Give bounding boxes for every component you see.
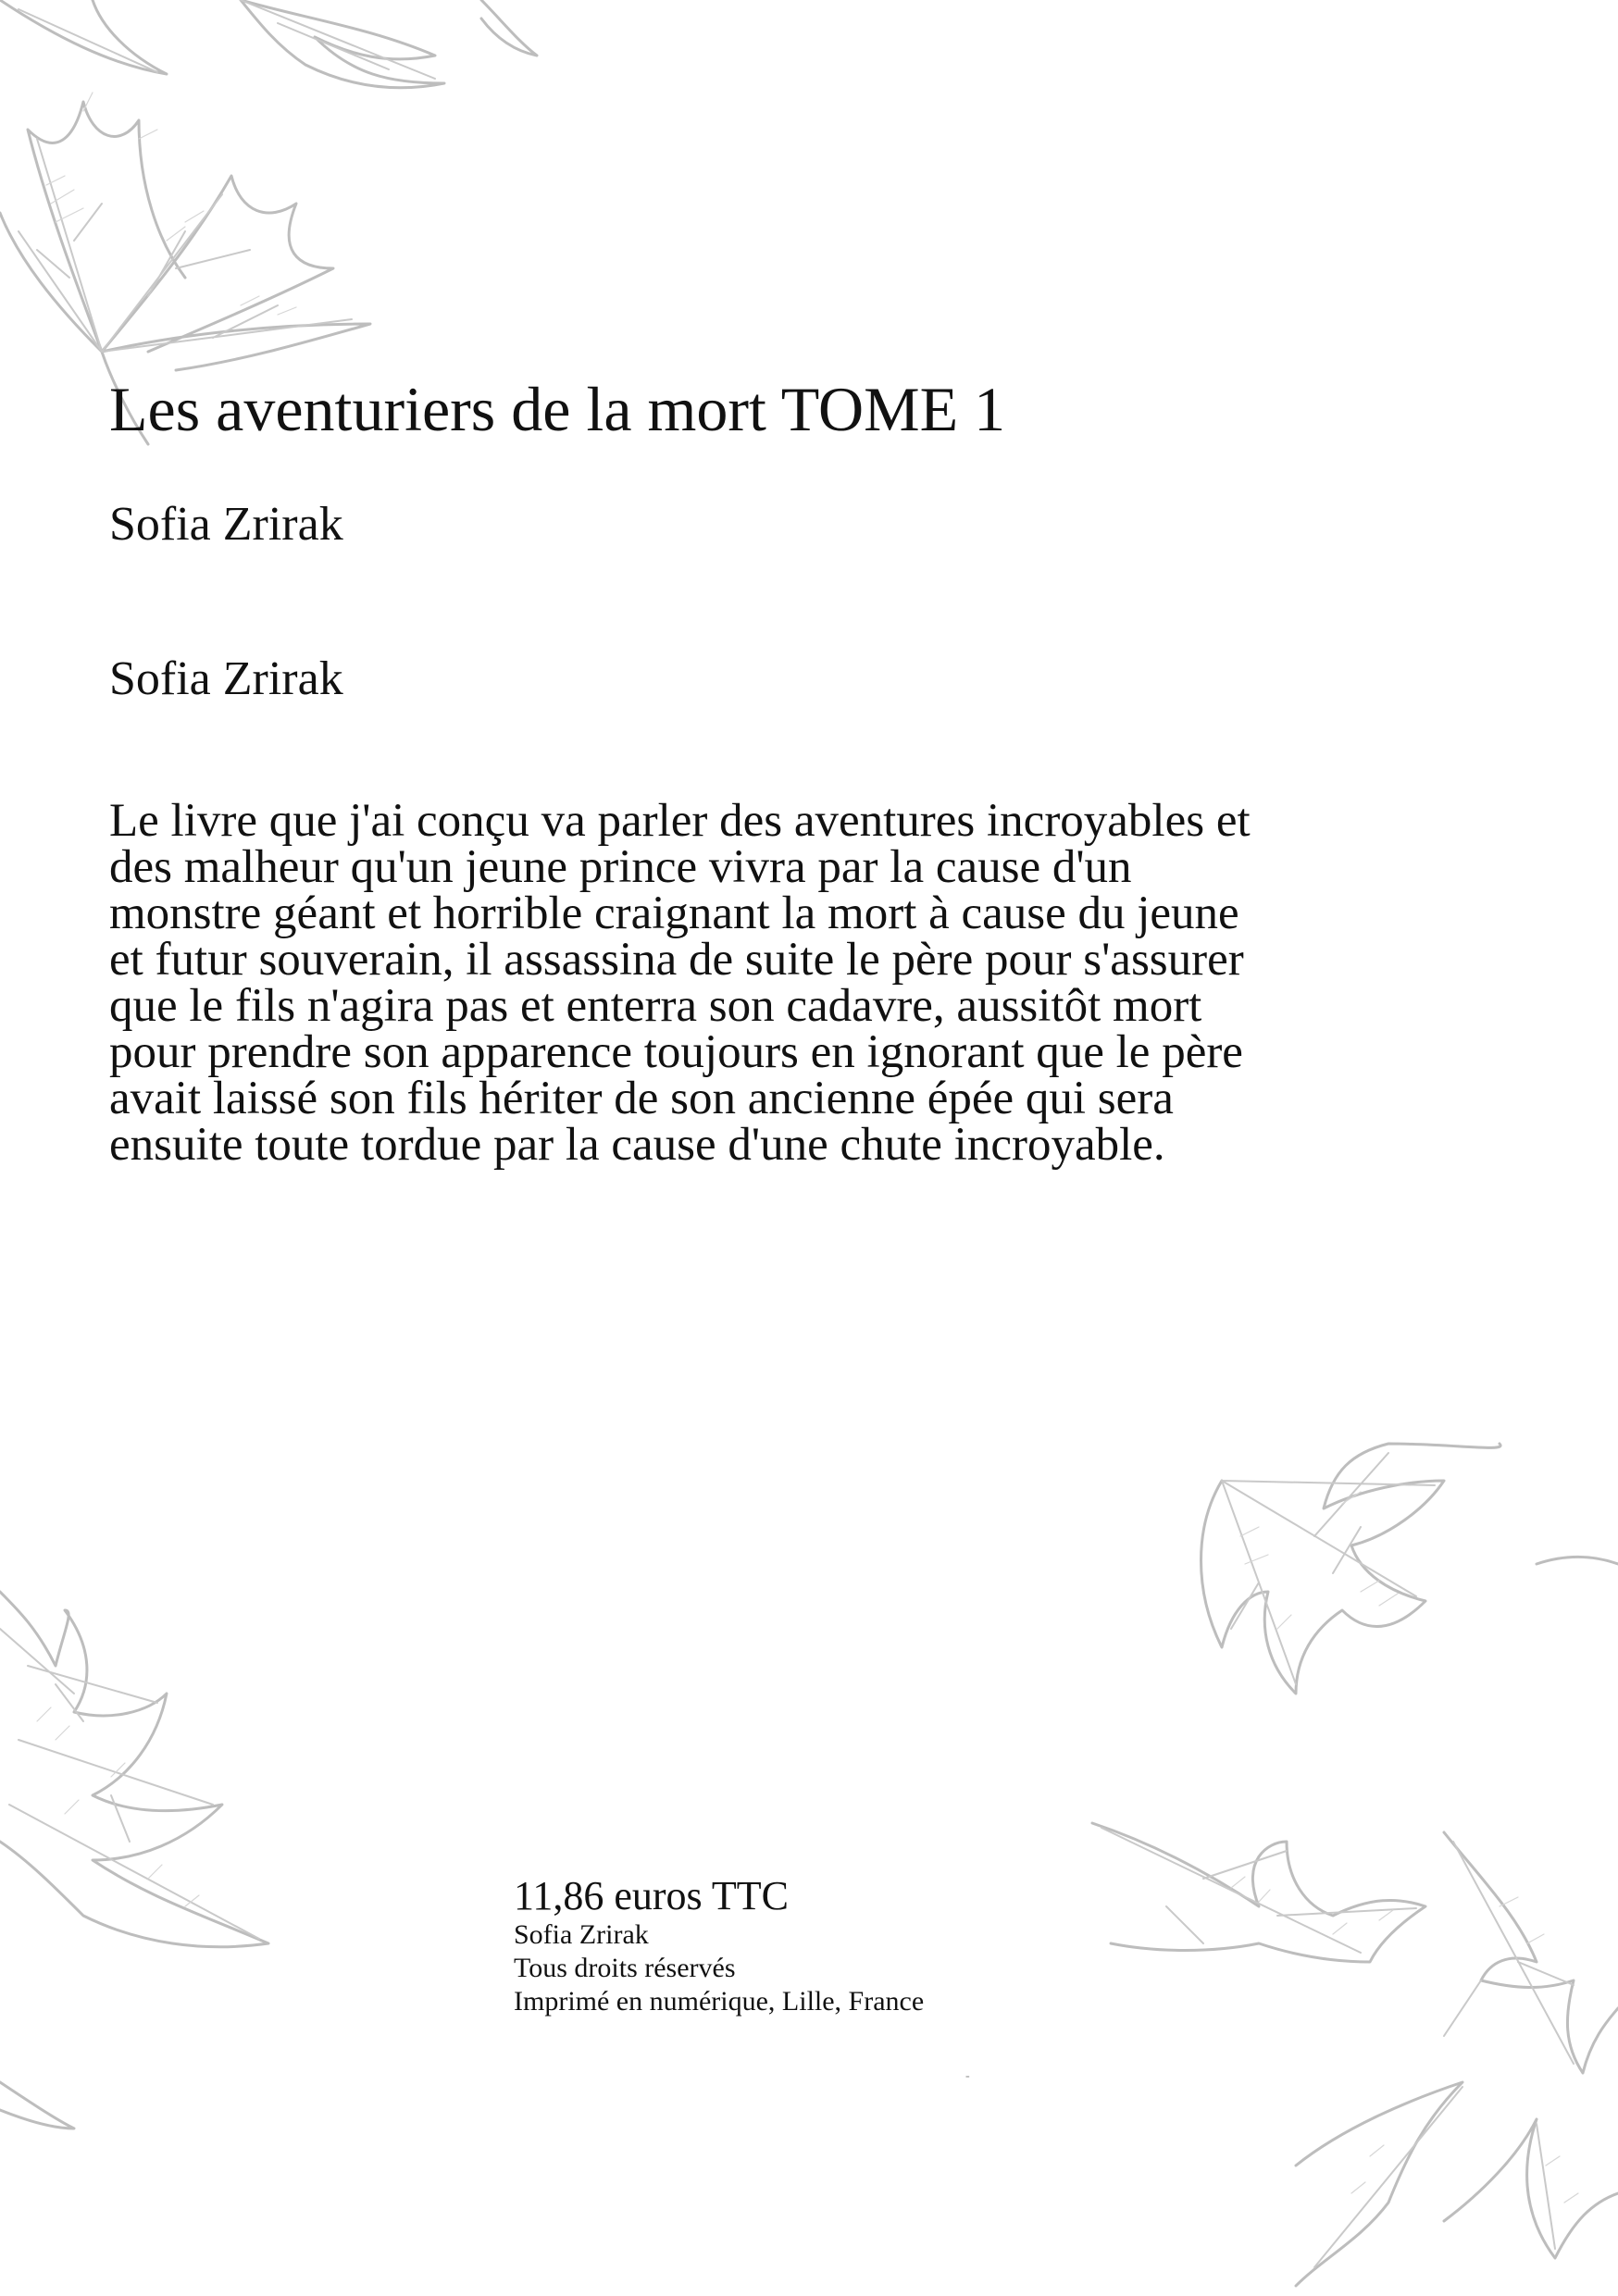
- book-title: Les aventuriers de la mort TOME 1: [109, 374, 1006, 444]
- price-label: 11,86 euros TTC: [514, 1873, 789, 1918]
- author-name: Sofia Zrirak: [109, 498, 343, 551]
- imprint-printing-location: Imprimé en numérique, Lille, France: [514, 1986, 925, 2017]
- small-dash-mark: -: [965, 2069, 970, 2083]
- leaf-bottom-left-icon: [0, 1592, 268, 2128]
- author-name-repeat: Sofia Zrirak: [109, 652, 343, 705]
- book-summary: Le livre que j'ai conçu va parler des aventures incroyables et des malheur qu'un jeune prince vivra par la cause d'un monstre géant et horrible craignant la mort à cause du jeune et futur souverain, il assassina de suite le père pour s'assurer que le fils n'agira pas et enterra son cadavre, aussitôt mort pour prendre son apparence toujours en ignorant que le père avait laissé son fils hériter de son ancienne épée qui sera ensuite toute tordue par la cause d'une chute incroyable.: [109, 795, 1251, 1171]
- leaf-right-middle-icon: [1201, 1444, 1618, 1694]
- imprint-author: Sofia Zrirak: [514, 1919, 649, 1951]
- leaf-bottom-right-icon: [1092, 1823, 1618, 2286]
- imprint-rights: Tous droits réservés: [514, 1953, 736, 1984]
- imprint-block: [514, 1874, 1106, 2018]
